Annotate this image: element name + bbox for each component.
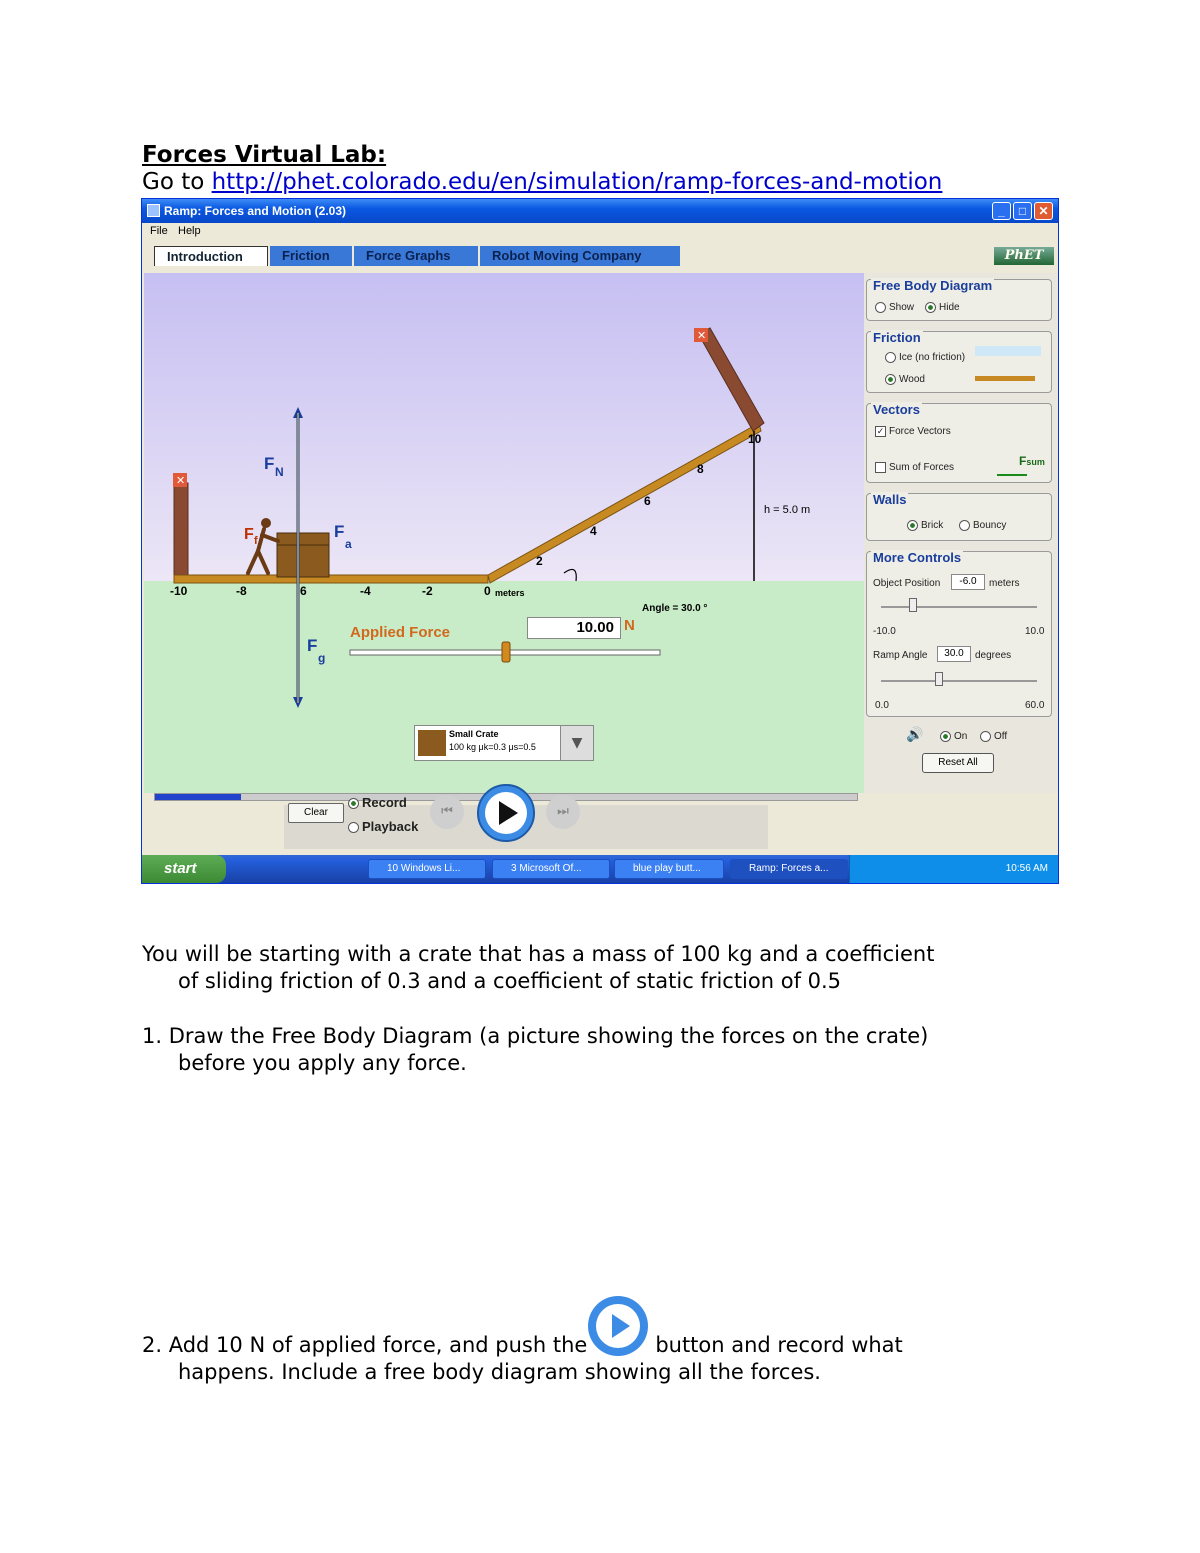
applied-force-label: Applied Force: [350, 624, 451, 641]
play-button[interactable]: [476, 783, 536, 843]
ramp-tick: 10: [748, 432, 762, 446]
q1-line-2: before you apply any force.: [178, 1051, 467, 1075]
menubar: [142, 223, 1058, 241]
radio-selected-icon: [348, 798, 359, 809]
walls-panel: [866, 493, 1052, 541]
time-progress-fill: [155, 794, 241, 800]
vectors-panel: [866, 403, 1052, 483]
tab-bar: [142, 243, 1058, 269]
intro-line-2: of sliding friction of 0.3 and a coefficient of static friction of 0.5: [178, 969, 842, 993]
ramp-angle-unit: degrees: [975, 650, 1012, 661]
more-controls-panel: [866, 551, 1052, 717]
tab-force-graphs[interactable]: Force Graphs: [354, 246, 478, 266]
checkbox-icon: [875, 462, 886, 473]
checkmark-icon: ✓: [876, 426, 885, 436]
intro-paragraph: [142, 941, 1082, 995]
fsum-arrow-icon: [997, 474, 1027, 476]
taskbar-item-active[interactable]: Ramp: Forces a...: [730, 859, 848, 879]
floor-tick: -4: [360, 584, 371, 598]
ff-sub: f: [254, 535, 258, 547]
wood-swatch: [975, 376, 1035, 381]
ramp-scene: [144, 273, 864, 793]
window-titlebar: [142, 199, 1058, 223]
position-max-label: 10.0: [1025, 626, 1045, 637]
menu-help[interactable]: Help: [178, 225, 201, 237]
fn-label: F: [264, 454, 275, 473]
panel-title: Free Body Diagram: [873, 278, 993, 293]
doc-title: Forces Virtual Lab:: [142, 142, 387, 168]
phet-logo: PhET: [994, 247, 1054, 265]
question-2: [142, 1332, 1082, 1386]
floor-plank: [174, 575, 488, 583]
speaker-icon: 🔊: [906, 727, 924, 743]
question-1: [142, 1023, 1082, 1077]
radio-icon: [959, 520, 970, 531]
simulation-window: [141, 198, 1059, 884]
small-crate[interactable]: [277, 533, 329, 577]
friction-panel: [866, 331, 1052, 393]
q1-line-1: 1. Draw the Free Body Diagram (a picture showing the forces on the crate): [142, 1024, 929, 1048]
floor-tick: 0: [484, 584, 491, 598]
panel-title: Vectors: [873, 402, 920, 417]
applied-force-slider-thumb[interactable]: [502, 642, 510, 662]
force-vectors-checkbox[interactable]: ✓ Force Vectors: [876, 426, 951, 438]
playback-option[interactable]: Playback: [348, 819, 418, 834]
floor-tick: -6: [296, 584, 307, 598]
fg-sub: g: [318, 651, 326, 665]
panel-title: Walls: [873, 492, 907, 507]
app-icon: [147, 204, 160, 217]
walls-brick-option[interactable]: Brick: [907, 520, 943, 531]
sound-on-option[interactable]: On: [940, 731, 967, 742]
object-position-field[interactable]: -6.0: [951, 574, 985, 590]
ff-label: F: [244, 526, 254, 543]
taskbar-item[interactable]: 10 Windows Li...: [368, 859, 486, 879]
radio-selected-icon: [925, 302, 936, 313]
panel-title: More Controls: [873, 550, 962, 565]
play-button-icon: [587, 1295, 649, 1357]
taskbar-item[interactable]: 3 Microsoft Of...: [492, 859, 610, 879]
ground: [144, 581, 864, 793]
radio-icon: [980, 731, 991, 742]
floor-tick: -10: [170, 584, 188, 598]
fbd-hide-option[interactable]: Hide: [925, 302, 960, 313]
start-button[interactable]: start: [142, 855, 226, 883]
control-panel: [864, 273, 1058, 793]
ramp-angle-label: Ramp Angle: [873, 650, 928, 661]
intro-line-1: You will be starting with a crate that has a mass of 100 kg and a coefficient: [142, 942, 935, 966]
ramp-angle-field[interactable]: 30.0: [937, 646, 971, 662]
step-icon[interactable]: ⏭: [546, 795, 580, 829]
maximize-icon[interactable]: □: [1013, 202, 1032, 220]
sum-of-forces-checkbox[interactable]: Sum of Forces: [875, 462, 954, 473]
friction-ice-option[interactable]: Ice (no friction): [885, 352, 965, 363]
q2-line-2: happens. Include a free body diagram showing all the forces.: [178, 1360, 821, 1384]
meters-label: meters: [495, 588, 525, 598]
record-option[interactable]: Record: [348, 795, 407, 810]
fsum-label: Fsum: [1019, 454, 1045, 468]
dropdown-arrow-icon[interactable]: ▼: [560, 726, 593, 760]
taskbar-item[interactable]: blue play butt...: [614, 859, 724, 879]
rewind-icon[interactable]: ⏮: [430, 795, 464, 829]
window-title: Ramp: Forces and Motion (2.03): [164, 204, 347, 218]
ramp-angle-slider[interactable]: [881, 680, 1037, 682]
applied-force-field[interactable]: 10.00: [527, 617, 621, 639]
ramp-tick: 6: [644, 494, 651, 508]
svg-text:✕: ✕: [697, 330, 707, 342]
position-min-label: -10.0: [873, 626, 896, 637]
free-body-diagram-panel: [866, 279, 1052, 321]
reset-all-button[interactable]: Reset All: [922, 753, 994, 773]
panel-title: Friction: [873, 330, 921, 345]
radio-selected-icon: [885, 374, 896, 385]
windows-taskbar: [142, 855, 1058, 883]
applied-force-unit: N: [624, 617, 635, 634]
height-label: h = 5.0 m: [764, 504, 811, 516]
goto-prefix: Go to: [142, 169, 212, 195]
fa-sub: a: [345, 537, 352, 551]
floor-tick: -8: [236, 584, 247, 598]
radio-icon: [348, 822, 359, 833]
angle-label: Angle = 30.0 °: [642, 603, 708, 614]
doc-goto-line: [142, 169, 942, 195]
radio-icon: [885, 352, 896, 363]
object-position-slider[interactable]: [881, 606, 1037, 608]
system-tray: [849, 855, 1058, 883]
simulation-link[interactable]: http://phet.colorado.edu/en/simulation/ramp-forces-and-motion: [211, 169, 943, 195]
fg-label: F: [307, 636, 318, 655]
walls-bouncy-option[interactable]: Bouncy: [959, 520, 1006, 531]
object-detail: 100 kg μk=0.3 μs=0.5: [449, 742, 536, 752]
ramp-angle-thumb[interactable]: [935, 672, 943, 686]
fa-label: F: [334, 522, 345, 541]
close-icon[interactable]: ✕: [1034, 202, 1053, 220]
ramp-tick: 4: [590, 524, 597, 538]
floor-tick: -2: [422, 584, 433, 598]
menu-file[interactable]: File: [150, 225, 168, 237]
minimize-icon[interactable]: _: [992, 202, 1011, 220]
left-brick-wall: [174, 483, 188, 579]
object-position-unit: meters: [989, 578, 1020, 589]
tray-clock: 10:56 AM: [1005, 863, 1048, 874]
object-selector[interactable]: [414, 725, 594, 761]
radio-selected-icon: [907, 520, 918, 531]
angle-min-label: 0.0: [875, 700, 889, 711]
friction-wood-option[interactable]: Wood: [885, 374, 925, 385]
tab-friction[interactable]: Friction: [270, 246, 352, 266]
svg-text:✕: ✕: [176, 475, 186, 487]
simulation-canvas: [144, 273, 864, 793]
fn-sub: N: [275, 465, 284, 479]
crate-thumbnail: [418, 730, 446, 756]
clear-button[interactable]: Clear: [288, 803, 344, 823]
sound-off-option[interactable]: Off: [980, 731, 1007, 742]
tab-introduction[interactable]: Introduction: [154, 246, 268, 266]
radio-selected-icon: [940, 731, 951, 742]
q2-line-1: 2. Add 10 N of applied force, and push the button and record what: [142, 1333, 903, 1357]
ice-swatch: [975, 346, 1041, 356]
object-position-thumb[interactable]: [909, 598, 917, 612]
object-name: Small Crate: [449, 729, 499, 739]
radio-icon: [875, 302, 886, 313]
ramp-tick: 2: [536, 554, 543, 568]
playback-bar: [142, 793, 1058, 853]
ramp-tick: 8: [697, 462, 704, 476]
object-position-label: Object Position: [873, 578, 941, 589]
fbd-show-option[interactable]: Show: [875, 302, 914, 313]
angle-max-label: 60.0: [1025, 700, 1045, 711]
tab-robot-moving-company[interactable]: Robot Moving Company: [480, 246, 680, 266]
